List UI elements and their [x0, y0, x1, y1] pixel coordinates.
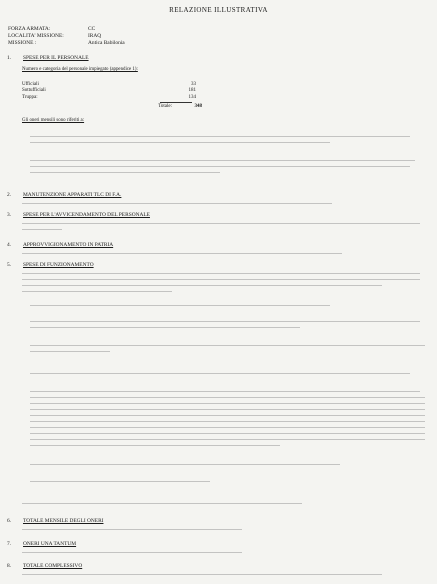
meta-forza-armata: [8, 26, 95, 33]
illegible-text-line: [30, 409, 425, 410]
section-number: 4.: [7, 242, 12, 248]
illegible-text-line: [22, 285, 382, 286]
illegible-text-line: [22, 529, 242, 530]
meta-value: CC: [88, 26, 96, 32]
section-1-heading: [7, 55, 89, 62]
illegible-text-line: [22, 223, 420, 224]
total-value: 348: [194, 104, 202, 109]
row-label: Sottufficiali: [22, 88, 46, 94]
meta-label: LOCALITA' MISSIONE:: [8, 33, 64, 39]
illegible-text-line: [30, 305, 330, 306]
illegible-text-line: [30, 345, 425, 346]
meta-localita: [8, 33, 101, 40]
illegible-text-line: [30, 321, 420, 322]
illegible-text-line: [22, 291, 172, 292]
table-row: [22, 104, 202, 110]
illegible-text-line: [30, 415, 425, 416]
row-value: 134: [188, 94, 196, 100]
page-title: RELAZIONE ILLUSTRATIVA: [169, 6, 268, 14]
illegible-text-line: [30, 373, 410, 374]
meta-value: IRAQ: [88, 33, 102, 39]
section-number: 1.: [7, 55, 12, 61]
section-number: 2.: [7, 192, 12, 198]
section-title: SPESE PER L'AVVICENDAMENTO DEL PERSONALE: [23, 212, 150, 218]
section-number: 8.: [7, 563, 12, 569]
illegible-text-line: [30, 166, 410, 167]
section-number: 3.: [7, 212, 12, 218]
illegible-text-line: [22, 203, 332, 204]
section-3-heading: [7, 212, 150, 219]
illegible-text-line: [30, 172, 220, 173]
illegible-text-line: [22, 253, 342, 254]
section-title: TOTALE COMPLESSIVO: [23, 563, 83, 569]
illegible-text-line: [22, 552, 242, 553]
section-title: SPESE PER IL PERSONALE: [23, 55, 89, 61]
illegible-text-line: [30, 427, 425, 428]
section-number: 7.: [7, 541, 12, 547]
illegible-text-line: [22, 574, 382, 575]
section-5-heading: [7, 262, 94, 269]
section-6-heading: [7, 518, 103, 525]
illegible-text-line: [22, 229, 62, 230]
meta-value: Antica Babilonia: [88, 40, 125, 46]
illegible-text-line: [30, 351, 110, 352]
row-label: Ufficiali: [22, 82, 39, 87]
section-title: APPROVVIGIONAMENTO IN PATRIA: [23, 242, 114, 248]
section-number: 6.: [7, 518, 12, 524]
illegible-text-line: [30, 142, 330, 143]
section-2-heading: [7, 192, 121, 199]
illegible-text-line: [30, 136, 410, 137]
illegible-text-line: [30, 160, 415, 161]
row-label: Truppa:: [22, 94, 38, 100]
illegible-text-line: [22, 279, 420, 280]
section-7-heading: [7, 541, 76, 548]
illegible-text-line: [22, 503, 302, 504]
illegible-text-line: [30, 445, 280, 446]
illegible-text-line: [30, 421, 425, 422]
section-title: ONERI UNA TANTUM: [23, 541, 77, 547]
illegible-text-line: [30, 391, 420, 392]
illegible-text-line: [30, 481, 210, 482]
personnel-heading: Numero e categoria del personale impiegato (appendice 1):: [22, 67, 138, 72]
illegible-text-line: [30, 403, 425, 404]
meta-label: FORZA ARMATA:: [8, 26, 51, 32]
oneri-heading: Gli oneri mensili sono riferiti a:: [22, 118, 85, 123]
illegible-text-line: [30, 327, 300, 328]
personnel-table: [22, 82, 196, 101]
illegible-text-line: [30, 464, 340, 465]
meta-missione: [8, 40, 125, 47]
total-label: Totale:: [158, 104, 172, 109]
illegible-text-line: [30, 439, 425, 440]
illegible-text-line: [22, 273, 420, 274]
section-title: MANUTENZIONE APPARATI TLC DI F.A.: [23, 192, 122, 198]
section-number: 5.: [7, 262, 12, 268]
row-value: 181: [188, 88, 196, 94]
section-title: SPESE DI FUNZIONAMENTO: [23, 262, 94, 268]
meta-label: MISSIONE :: [8, 40, 37, 46]
row-value: 33: [191, 82, 196, 87]
illegible-text-line: [30, 397, 425, 398]
table-row: [22, 95, 196, 101]
section-title: TOTALE MENSILE DEGLI ONERI: [23, 518, 104, 524]
illegible-text-line: [30, 433, 425, 434]
total-rule: [160, 102, 192, 103]
section-4-heading: [7, 242, 113, 249]
section-8-heading: [7, 563, 82, 570]
personnel-total: [22, 104, 202, 110]
